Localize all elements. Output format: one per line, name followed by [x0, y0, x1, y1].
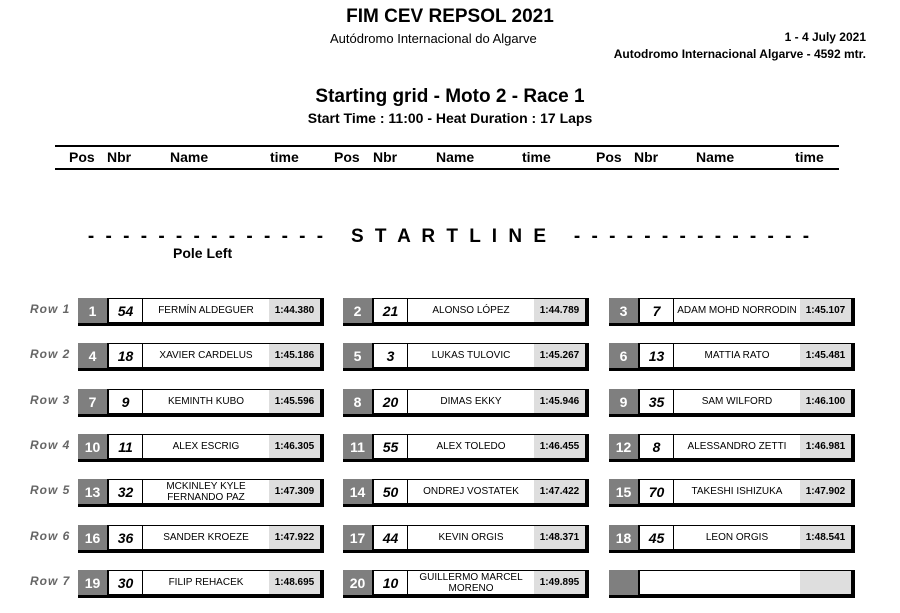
grid-position: 3	[609, 298, 638, 323]
rider-name: DIMAS EKKY	[440, 396, 502, 407]
qualifying-time: 1:45.946	[534, 390, 585, 413]
rider-entry	[372, 525, 586, 550]
rider-entry	[638, 298, 852, 323]
grid-slot	[343, 434, 589, 462]
grid-slot	[78, 298, 324, 326]
col-header-name: Name	[170, 149, 209, 165]
row-label: Row 1	[30, 302, 71, 316]
rider-number: 44	[374, 526, 408, 549]
rider-name: XAVIER CARDELUS	[159, 350, 253, 361]
rider-number: 11	[109, 435, 143, 458]
grid-slot	[343, 525, 589, 553]
grid-position	[609, 570, 638, 595]
grid-position: 16	[78, 525, 107, 550]
grid-position: 2	[343, 298, 372, 323]
rider-entry	[638, 343, 852, 368]
event-title: FIM CEV REPSOL 2021	[346, 6, 554, 27]
grid-position: 18	[609, 525, 638, 550]
grid-position: 20	[343, 570, 372, 595]
col-header-pos: Pos	[334, 149, 360, 165]
rider-name: ALEX ESCRIG	[172, 441, 240, 452]
rider-name: FERMÍN ALDEGUER	[158, 305, 254, 316]
row-label: Row 3	[30, 393, 71, 407]
rider-entry	[107, 389, 321, 414]
rider-name: SAM WILFORD	[701, 396, 773, 407]
grid-position: 6	[609, 343, 638, 368]
qualifying-time: 1:47.922	[269, 526, 320, 549]
grid-position: 5	[343, 343, 372, 368]
grid-slot	[609, 343, 855, 371]
grid-slot	[609, 525, 855, 553]
grid-position: 15	[609, 479, 638, 504]
qualifying-time: 1:46.100	[800, 390, 851, 413]
row-label: Row 6	[30, 529, 71, 543]
rider-entry	[638, 525, 852, 550]
qualifying-time: 1:45.596	[269, 390, 320, 413]
grid-slot	[78, 525, 324, 553]
grid-slot	[78, 570, 324, 598]
rider-number: 54	[109, 299, 143, 322]
rider-entry	[107, 479, 321, 504]
venue-name: Autódromo Internacional do Algarve	[330, 31, 537, 46]
grid-position: 7	[78, 389, 107, 414]
grid-position: 17	[343, 525, 372, 550]
rider-entry	[107, 570, 321, 595]
grid-slot	[343, 389, 589, 417]
grid-slot	[78, 343, 324, 371]
rider-number: 50	[374, 480, 408, 503]
rider-number: 45	[640, 526, 674, 549]
rider-entry	[372, 570, 586, 595]
grid-slot	[609, 570, 855, 598]
qualifying-time: 1:46.455	[534, 435, 585, 458]
qualifying-time: 1:47.309	[269, 480, 320, 503]
qualifying-time: 1:49.895	[534, 571, 585, 594]
col-header-time: time	[270, 149, 299, 165]
grid-slot	[609, 479, 855, 507]
rider-name: GUILLERMO MARCEL MORENO	[419, 571, 523, 594]
grid-position: 11	[343, 434, 372, 459]
rider-number: 36	[109, 526, 143, 549]
rider-number: 55	[374, 435, 408, 458]
grid-title: Starting grid - Moto 2 - Race 1	[315, 86, 585, 107]
grid-position: 14	[343, 479, 372, 504]
rider-entry	[372, 343, 586, 368]
rider-number: 21	[374, 299, 408, 322]
qualifying-time	[800, 571, 851, 594]
circuit-info: Autodromo Internacional Algarve - 4592 mtr.	[613, 47, 866, 61]
rider-name: ADAM MOHD NORRODIN	[677, 305, 797, 316]
qualifying-time: 1:45.107	[800, 299, 851, 322]
rider-number: 3	[374, 344, 408, 367]
col-header-nbr: Nbr	[634, 149, 659, 165]
grid-position: 10	[78, 434, 107, 459]
grid-slot	[78, 479, 324, 507]
grid-position: 19	[78, 570, 107, 595]
header-rule-bottom	[55, 168, 839, 170]
grid-slot	[609, 298, 855, 326]
qualifying-time: 1:44.789	[534, 299, 585, 322]
rider-name: ONDREJ VOSTATEK	[423, 486, 519, 497]
rider-name: LEON ORGIS	[705, 532, 769, 543]
grid-slot	[343, 479, 589, 507]
rider-name: KEMINTH KUBO	[167, 396, 245, 407]
rider-number: 70	[640, 480, 674, 503]
col-header-pos: Pos	[596, 149, 622, 165]
rider-entry	[107, 343, 321, 368]
rider-number	[640, 571, 673, 594]
rider-entry	[638, 570, 852, 595]
rider-name: MATTIA RATO	[704, 350, 770, 361]
pole-side: Pole Left	[173, 245, 233, 261]
rider-number: 30	[109, 571, 143, 594]
rider-entry	[372, 389, 586, 414]
grid-position: 4	[78, 343, 107, 368]
rider-number: 32	[109, 480, 143, 503]
row-label: Row 4	[30, 438, 71, 452]
grid-position: 12	[609, 434, 638, 459]
grid-slot	[343, 570, 589, 598]
rider-number: 7	[640, 299, 674, 322]
startline-label: - - - - - - - - - - - - - - S T A R T L I N E - - - - - - - - - - - - - -	[87, 226, 813, 247]
grid-position: 13	[78, 479, 107, 504]
qualifying-time: 1:46.981	[800, 435, 851, 458]
rider-name: TAKESHI ISHIZUKA	[691, 486, 783, 497]
qualifying-time: 1:47.422	[534, 480, 585, 503]
rider-entry	[638, 389, 852, 414]
qualifying-time: 1:48.695	[269, 571, 320, 594]
qualifying-time: 1:45.267	[534, 344, 585, 367]
grid-slot	[78, 389, 324, 417]
col-header-nbr: Nbr	[107, 149, 132, 165]
rider-name: LUKAS TULOVIC	[431, 350, 511, 361]
grid-slot	[343, 298, 589, 326]
col-header-nbr: Nbr	[373, 149, 398, 165]
qualifying-time: 1:45.481	[800, 344, 851, 367]
row-label: Row 5	[30, 483, 71, 497]
qualifying-time: 1:48.541	[800, 526, 851, 549]
rider-number: 18	[109, 344, 143, 367]
rider-entry	[107, 525, 321, 550]
rider-entry	[107, 298, 321, 323]
rider-number: 9	[109, 390, 143, 413]
rider-name	[673, 571, 800, 594]
row-label: Row 7	[30, 574, 71, 588]
event-date: 1 - 4 July 2021	[784, 30, 866, 44]
col-header-time: time	[522, 149, 551, 165]
qualifying-time: 1:47.902	[800, 480, 851, 503]
rider-number: 10	[374, 571, 408, 594]
rider-entry	[638, 434, 852, 459]
col-header-pos: Pos	[69, 149, 95, 165]
rider-name: FILIP REHACEK	[168, 577, 244, 588]
row-label: Row 2	[30, 347, 71, 361]
rider-name: ALESSANDRO ZETTI	[687, 441, 787, 452]
grid-slot	[78, 434, 324, 462]
rider-entry	[372, 479, 586, 504]
rider-entry	[372, 298, 586, 323]
grid-slot	[609, 389, 855, 417]
col-header-time: time	[795, 149, 824, 165]
rider-number: 8	[640, 435, 674, 458]
grid-position: 8	[343, 389, 372, 414]
rider-entry	[638, 479, 852, 504]
grid-slot	[343, 343, 589, 371]
rider-name: MCKINLEY KYLE FERNANDO PAZ	[166, 480, 246, 503]
rider-name: SANDER KROEZE	[163, 532, 249, 543]
qualifying-time: 1:44.380	[269, 299, 320, 322]
grid-position: 9	[609, 389, 638, 414]
header-rule-top	[55, 145, 839, 147]
rider-number: 20	[374, 390, 408, 413]
qualifying-time: 1:46.305	[269, 435, 320, 458]
col-header-name: Name	[436, 149, 475, 165]
qualifying-time: 1:48.371	[534, 526, 585, 549]
rider-number: 35	[640, 390, 674, 413]
rider-entry	[107, 434, 321, 459]
start-time: Start Time : 11:00 - Heat Duration : 17 Laps	[307, 110, 593, 126]
qualifying-time: 1:45.186	[269, 344, 320, 367]
grid-position: 1	[78, 298, 107, 323]
rider-number: 13	[640, 344, 674, 367]
rider-name: ALEX TOLEDO	[436, 441, 506, 452]
grid-slot	[609, 434, 855, 462]
rider-name: KEVIN ORGIS	[438, 532, 504, 543]
rider-name: ALONSO LÓPEZ	[432, 305, 510, 316]
col-header-name: Name	[696, 149, 735, 165]
rider-entry	[372, 434, 586, 459]
